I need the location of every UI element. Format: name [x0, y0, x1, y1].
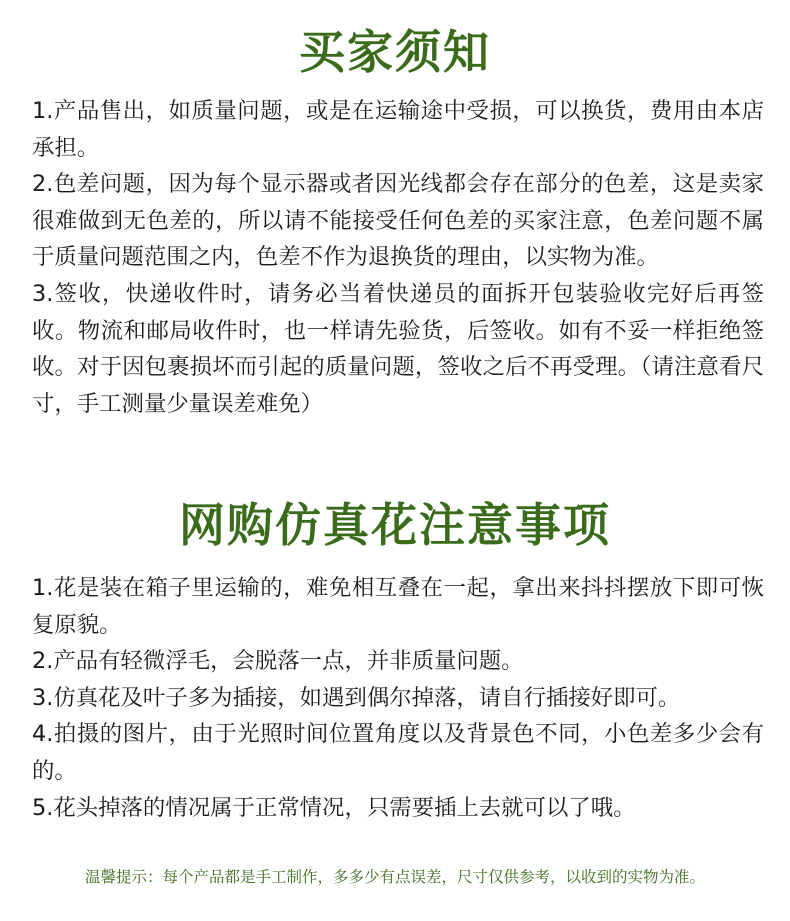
- buyer-notice-item-3: 3.签收，快递收件时，请务必当着快递员的面拆开包装验收完好后再签收。物流和邮局收件时，也一样请先验货，后签收。如有不妥一样拒绝签收。对于因包裹损坏而引起的质量问题，签收之后不再受理。（请注意看尺寸，手工测量少量误差难免）: [32, 280, 764, 417]
- flower-notice-item-3: 3.仿真花及叶子多为插接，如遇到偶尔掉落，请自行插接好即可。: [32, 684, 681, 711]
- flower-notice-item-5: 5.花头掉落的情况属于正常情况，只需要插上去就可以了哦。: [32, 794, 636, 821]
- flower-notice-title: 网购仿真花注意事项: [179, 498, 611, 552]
- footer-tip: 温馨提示：每个产品都是手工制作，多多少有点误差，尺寸仅供参考，以收到的实物为准。: [84, 868, 705, 886]
- buyer-notice-list: [32, 93, 764, 422]
- flower-notice-item-2: 2.产品有轻微浮毛，会脱落一点，并非质量问题。: [32, 648, 524, 675]
- buyer-notice-title: 买家须知: [299, 25, 491, 79]
- flower-notice-list: [32, 570, 764, 826]
- flower-notice-item-1: 1.花是装在箱子里运输的，难免相互叠在一起，拿出来抖抖摆放下即可恢复原貌。: [32, 575, 764, 638]
- buyer-notice-item-1: 1.产品售出，如质量问题，或是在运输途中受损，可以换货，费用由本店承担。: [32, 98, 764, 161]
- buyer-notice-item-2: 2.色差问题，因为每个显示器或者因光线都会存在部分的色差，这是卖家很难做到无色差的，所以请不能接受任何色差的买家注意，色差问题不属于质量问题范围之内，色差不作为退换货的理由，以实物为准。: [32, 171, 764, 271]
- flower-notice-item-4: 4.拍摄的图片，由于光照时间位置角度以及背景色不同，小色差多少会有的。: [32, 721, 764, 784]
